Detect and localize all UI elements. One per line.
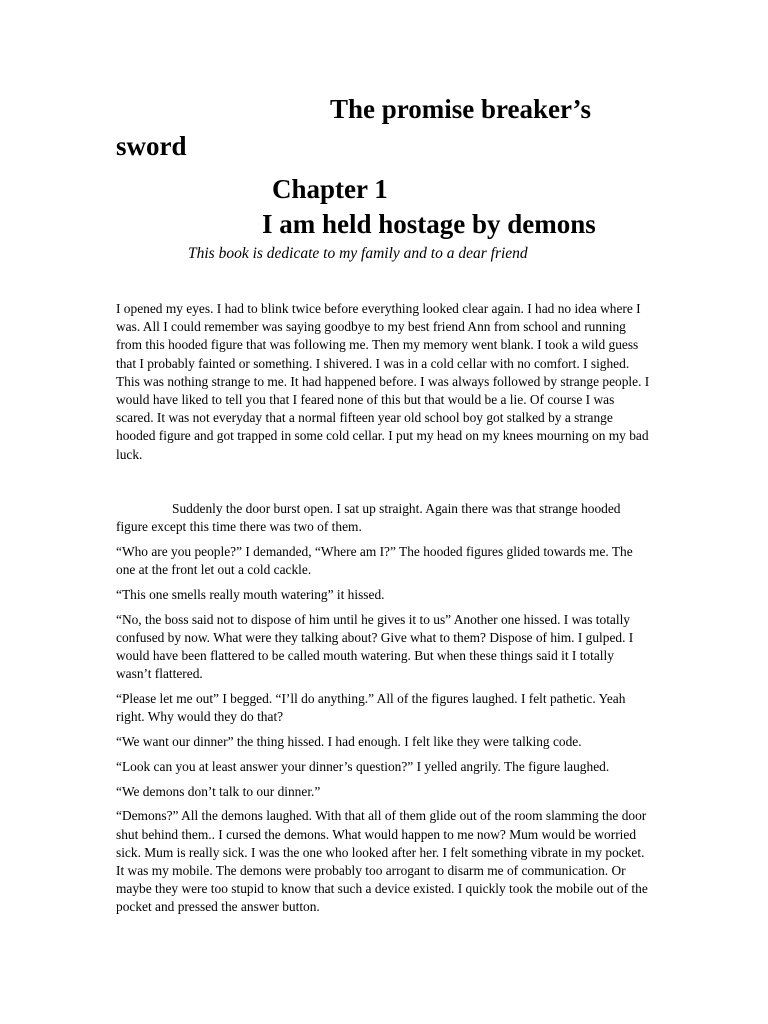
paragraph: I opened my eyes. I had to blink twice before everything looked clear again. I had no idea where I was. All I could remember was saying goodbye to my best friend Ann from school and running from this hooded figure that was following me. Then my memory went blank. I took a wild guess that I probably fainted or something. I shivered. I was in a cold cellar with no comfort. I sighed. This was nothing strange to me. It had happened before. I was always followed by strange people. I would have liked to tell you that I feared none of this but that would be a lie. Of course I was scared. It was not everyday that a normal fifteen year old school boy got stalked by a strange hooded figure and got trapped in some cold cellar. I put my head on my knees mourning on my bad luck. [116,301,650,462]
chapter-body [116,300,650,923]
chapter-number: Chapter 1 [272,174,388,204]
paragraph: Suddenly the door burst open. I sat up straight. Again there was that strange hooded figure except this time there was two of them. [116,500,621,535]
book-title-line-1: The promise breaker’s [330,94,591,124]
paragraph: “This one smells really mouth watering” it hissed. [116,586,385,602]
paragraph: “Who are you people?” I demanded, “Where am I?” The hooded figures glided towards me. The one at the front let out a cold cackle. [116,543,633,578]
chapter-title: I am held hostage by demons [262,209,596,239]
paragraph: “Demons?” All the demons laughed. With that all of them glide out of the room slamming the door shut behind them.. I cursed the demons. What would happen to me now? Mum would be worried sick. Mum is really sick. I was the one who looked after her. I felt something vibrate in my pocket. It was my mobile. The demons were probably too arrogant to disarm me of communication. Or maybe they were too stupid to know that such a device existed. I quickly took the mobile out of the pocket and pressed the answer button. [116,808,648,915]
paragraph: “We demons don’t talk to our dinner.” [116,783,321,799]
book-title-line-2: sword [116,131,187,161]
paragraph: “Look can you at least answer your dinner’s question?” I yelled angrily. The figure laughed. [116,758,610,774]
paragraph: “We want our dinner” the thing hissed. I had enough. I felt like they were talking code. [116,734,582,750]
paragraph: “No, the boss said not to dispose of him until he gives it to us” Another one hissed. I was totally confused by now. What were they talking about? Give what to them? Dispose of him. I gulped. I would have been flattered to be called mouth watering. But when these things said it I totally wasn’t flattered. [116,611,634,682]
paragraph: “Please let me out” I begged. “I’ll do anything.” All of the figures laughed. I felt pathetic. Yeah right. Why would they do that? [116,691,626,725]
dedication: This book is dedicate to my family and to a dear friend [188,245,528,262]
